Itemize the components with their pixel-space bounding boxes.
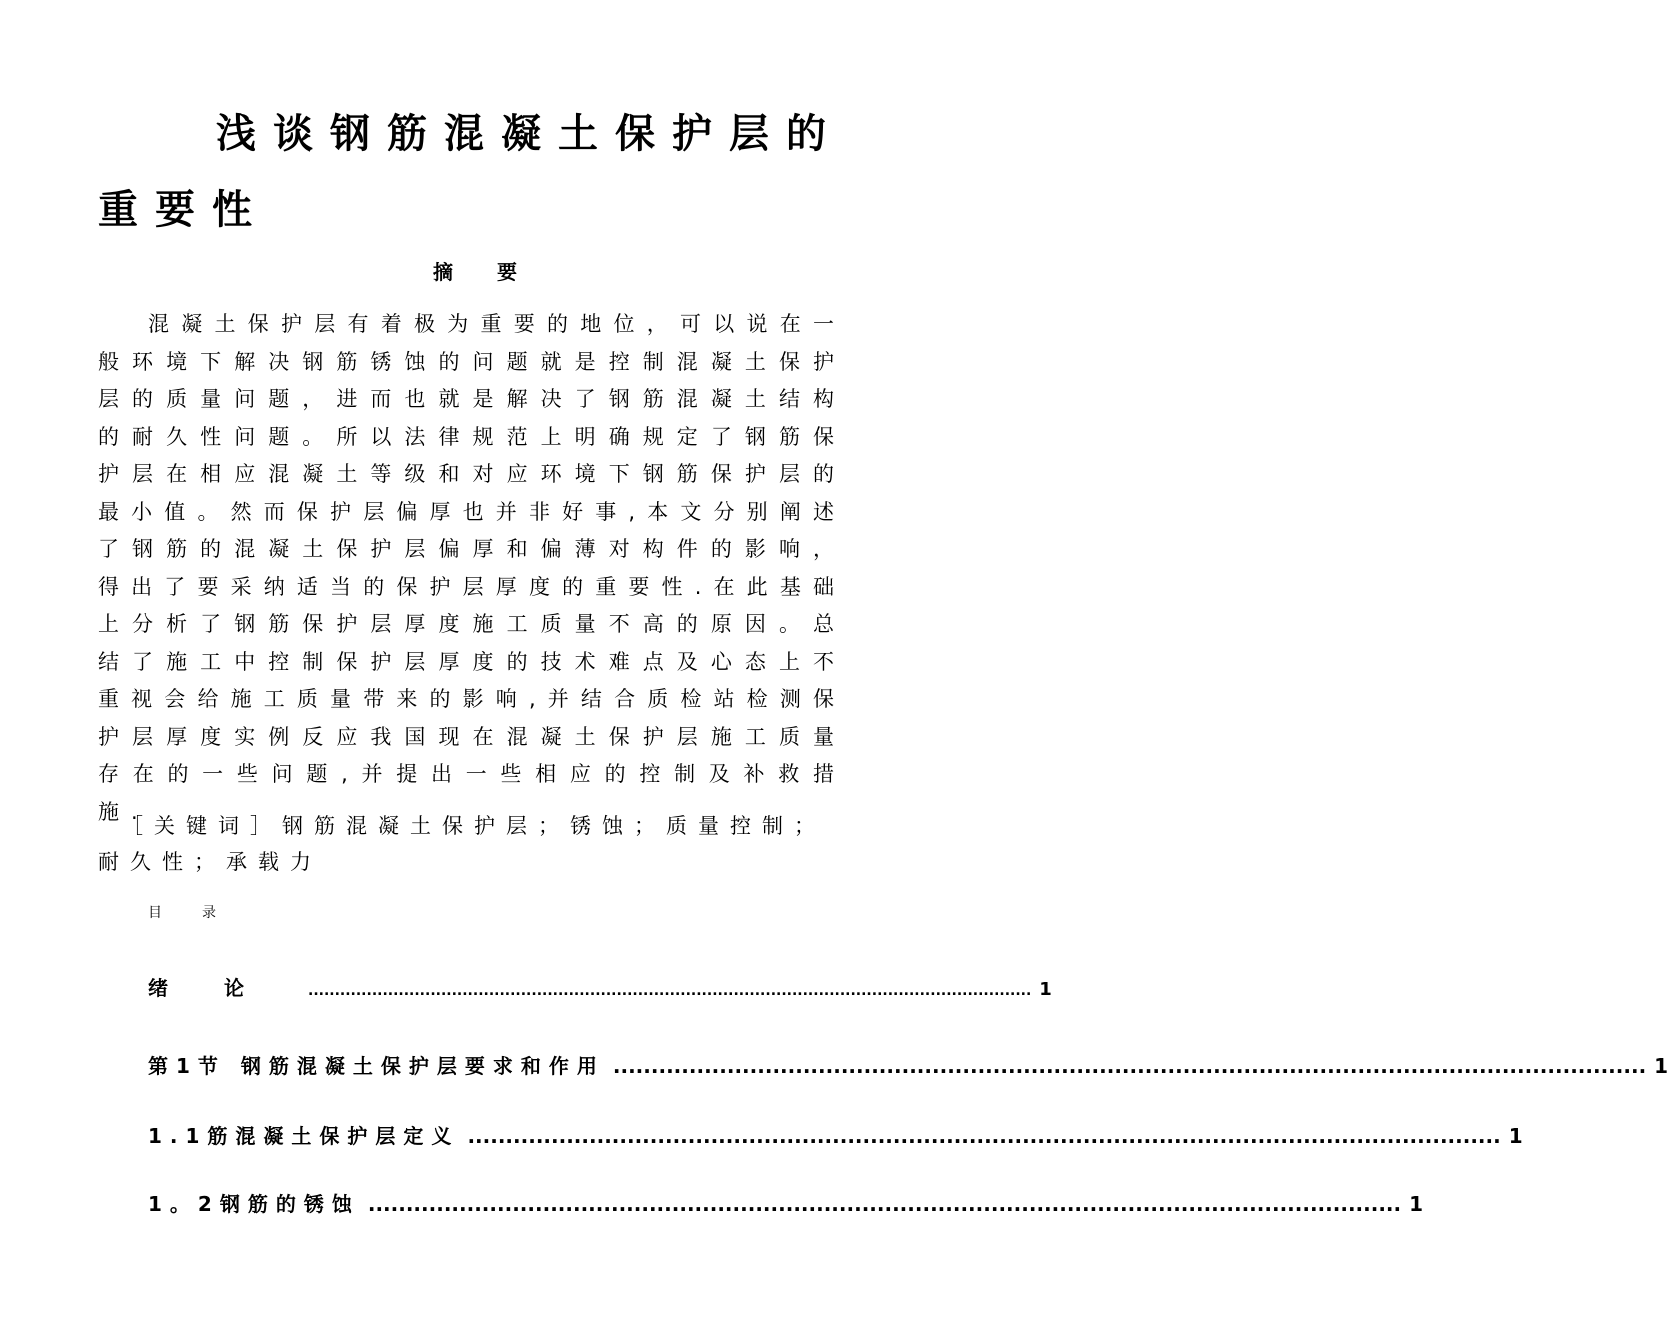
keywords: ［关键词］钢筋混凝土保护层；锈蚀；质量控制；耐久性；承载力 [98, 814, 826, 874]
toc-entry[interactable] [148, 1050, 1668, 1079]
toc-leader-dots: ........................................................................................................................................ [467, 1124, 1501, 1148]
toc-entry-page: 1 [1409, 1192, 1424, 1216]
toc-entry[interactable] [148, 1120, 1523, 1149]
toc-heading: 目录 [148, 905, 256, 921]
toc-leader-dots: ........................................................................................................................................ [367, 1192, 1402, 1216]
toc-entry[interactable] [148, 972, 1052, 1001]
abstract-body: 混凝土保护层有着极为重要的地位，可以说在一般环境下解决钢筋锈蚀的问题就是控制混凝土保护层的质量问题，进而也就是解决了钢筋混凝土结构的耐久性问题。所以法律规范上明确规定了钢筋保护层在相应混凝土等级和对应环境下钢筋保护层的最小值。然而保护层偏厚也并非好事,本文分别阐述了钢筋的混凝土保护层偏厚和偏薄对构件的影响，得出了要采纳适当的保护层厚度的重要性.在此基础上分析了钢筋保护层厚度施工质量不高的原因。总结了施工中控制保护层厚度的技术难点及心态上不重视会给施工质量带来的影响,并结合质检站检测保护层厚度实例反应我国现在混凝土保护层施工质量存在的一些问题,并提出一些相应的控制及补救措施. [98, 312, 846, 824]
toc-entry-page: 1 [1654, 1054, 1668, 1078]
toc-entry-page: 1 [1039, 979, 1052, 1000]
toc-leader-dots: ........................................................................................................................................ [612, 1054, 1647, 1078]
toc-entry-label: 1。2钢筋的锈蚀 [148, 1192, 360, 1216]
toc-entry-label: 绪论 [148, 976, 300, 1000]
toc-leader-dots: ........................................................................................................................................ [308, 983, 1032, 999]
toc-entry-page: 1 [1508, 1124, 1523, 1148]
toc-entry-label: 1.1筋混凝土保护层定义 [148, 1124, 460, 1148]
abstract-heading: 摘要 [433, 260, 561, 284]
toc-entry-label: 第1节 钢筋混凝土保护层要求和作用 [148, 1054, 605, 1078]
document-title: 浅谈钢筋混凝土保护层的重要性 [98, 111, 843, 233]
toc-entry[interactable] [148, 1188, 1424, 1217]
